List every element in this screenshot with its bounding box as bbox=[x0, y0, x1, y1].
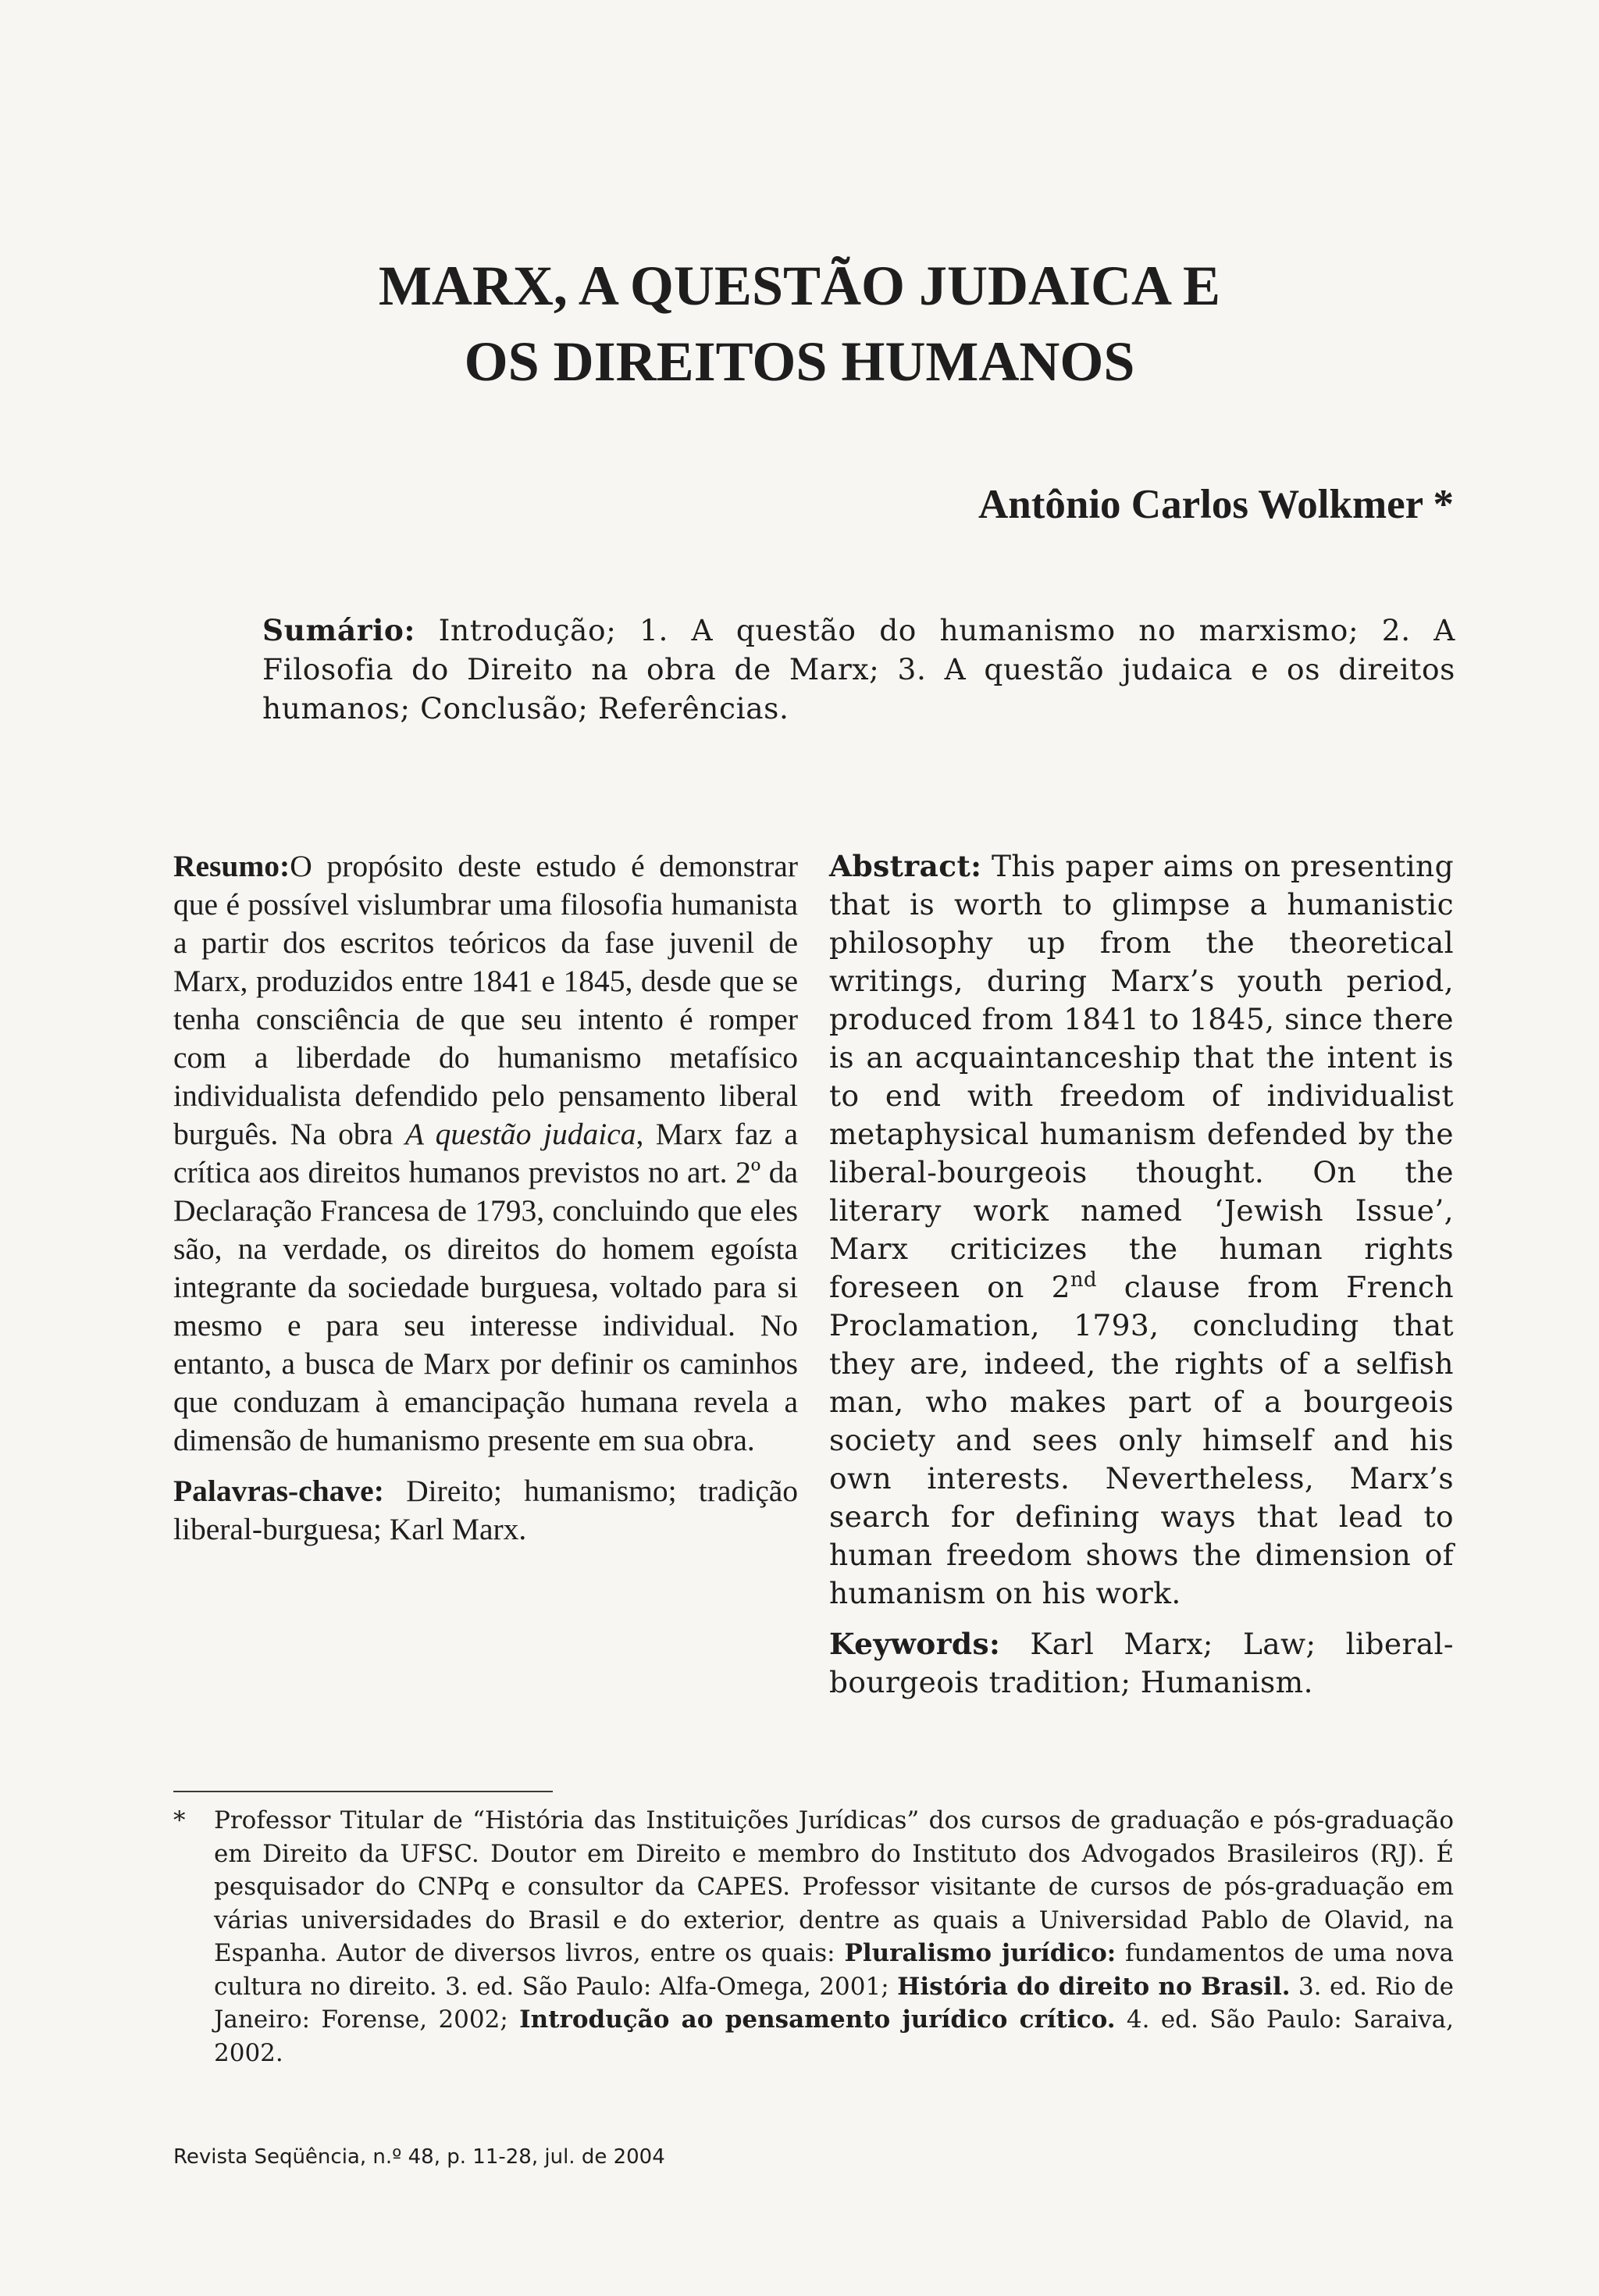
title-line-1: MARX, A QUESTÃO JUDAICA E bbox=[378, 255, 1221, 317]
footnote-mark: * bbox=[173, 1806, 186, 1834]
journal-citation: Revista Seqüência, n.º 48, p. 11-28, jul. de 2004 bbox=[173, 2145, 665, 2169]
footnote-text-2: fundamentos de uma nova cultura no direito. 3. ed. São Paulo: Alfa-Omega, 2001; bbox=[214, 1939, 1455, 2001]
article-title bbox=[0, 248, 1599, 400]
footnote bbox=[173, 1804, 1454, 2070]
footnote-body bbox=[214, 1804, 1454, 2070]
keywords-label: Keywords: bbox=[829, 1627, 1001, 1661]
keywords-text: Karl Marx; Law; liberal-bourgeois tradition; Humanism. bbox=[829, 1627, 1454, 1699]
summary-label: Sumário: bbox=[262, 613, 415, 647]
palavras-chave-label: Palavras-chave: bbox=[173, 1474, 384, 1508]
author-name: Antônio Carlos Wolkmer * bbox=[978, 482, 1454, 527]
footnote-divider bbox=[173, 1791, 553, 1792]
footnote-text-1: Professor Titular de “História das Instituições Jurídicas” dos cursos de graduação e pós-graduação em Direito da UFSC. Doutor em Direito e membro do Instituto dos Advogados Brasileiros (RJ). É pesquisador do CNPq e consultor da CAPES. Professor visitante de cursos de pós-graduação em várias universidades do Brasil e do exterior, dentre as quais a Universidad Pablo de Olavid, na Espanha. Autor de diversos livros, entre os quais: bbox=[214, 1806, 1454, 1967]
resumo-text-after: , Marx faz a crítica aos direitos humanos previstos no art. 2º da Declaração Francesa de 1793, concluindo que eles são, na verdade, os direitos do homem egoísta integrante da sociedade burguesa, voltado para si mesmo e para seu interesse individual. No entanto, a busca de Marx por definir os caminhos que conduzam à emancipação humana revela a dimensão de humanismo presente em sua obra. bbox=[173, 1117, 799, 1457]
keywords-paragraph bbox=[829, 1625, 1454, 1702]
footnote-book-1: Pluralismo jurídico: bbox=[844, 1939, 1116, 1967]
resumo-italic-title: A questão judaica bbox=[404, 1117, 636, 1151]
footnote-book-2: História do direito no Brasil. bbox=[897, 1972, 1291, 2001]
summary-text: Introdução; 1. A questão do humanismo no marxismo; 2. A Filosofia do Direito na obra de Marx; 3. A questão judaica e os direitos humanos; Conclusão; Referências. bbox=[262, 613, 1455, 726]
abstract-text-before: This paper aims on presenting that is worth to glimpse a humanistic philosophy up from the theoretical writings, during Marx’s youth period, produced from 1841 to 1845, since there is an acquaintanceship that the intent is to end with freedom of individualist metaphysical humanism defended by the liberal-bourgeois thought. On the literary work named ‘Jewish Issue’, Marx criticizes the human rights foreseen on 2 bbox=[829, 849, 1454, 1304]
footnote-text-3: 3. ed. Rio de Janeiro: Forense, 2002; bbox=[214, 1972, 1454, 2034]
resumo-paragraph bbox=[173, 847, 798, 1460]
title-line-2: OS DIREITOS HUMANOS bbox=[464, 330, 1135, 393]
resumo-text-before: O propósito deste estudo é demonstrar que é possível vislumbrar uma filosofia humanista a partir dos escritos teóricos da fase juvenil de Marx, produzidos entre 1841 e 1845, desde que se tenha consciência de que seu intento é romper com a liberdade do humanismo metafísico individualista defendido pelo pensamento liberal burguês. Na obra bbox=[173, 849, 798, 1151]
resumo-column bbox=[173, 847, 798, 1549]
summary bbox=[262, 611, 1455, 728]
abstract-label: Abstract: bbox=[829, 849, 982, 883]
palavras-chave-text: Direito; humanismo; tradição liberal-burguesa; Karl Marx. bbox=[173, 1474, 799, 1546]
abstract-column bbox=[829, 847, 1454, 1702]
footnote-book-3: Introdução ao pensamento jurídico crítico. bbox=[519, 2005, 1116, 2034]
abstract-superscript: nd bbox=[1070, 1268, 1098, 1292]
abstract-text-after: clause from French Proclamation, 1793, concluding that they are, indeed, the rights of a selfish man, who makes part of a bourgeois society and sees only himself and his own interests. Nevertheless, Marx’s search for defining ways that lead to human freedom shows the dimension of humanism on his work. bbox=[829, 1270, 1455, 1610]
palavras-chave-paragraph bbox=[173, 1472, 798, 1549]
footnote-text-4: 4. ed. São Paulo: Saraiva, 2002. bbox=[214, 2005, 1454, 2067]
resumo-label: Resumo: bbox=[173, 849, 290, 883]
abstract-paragraph bbox=[829, 847, 1454, 1613]
